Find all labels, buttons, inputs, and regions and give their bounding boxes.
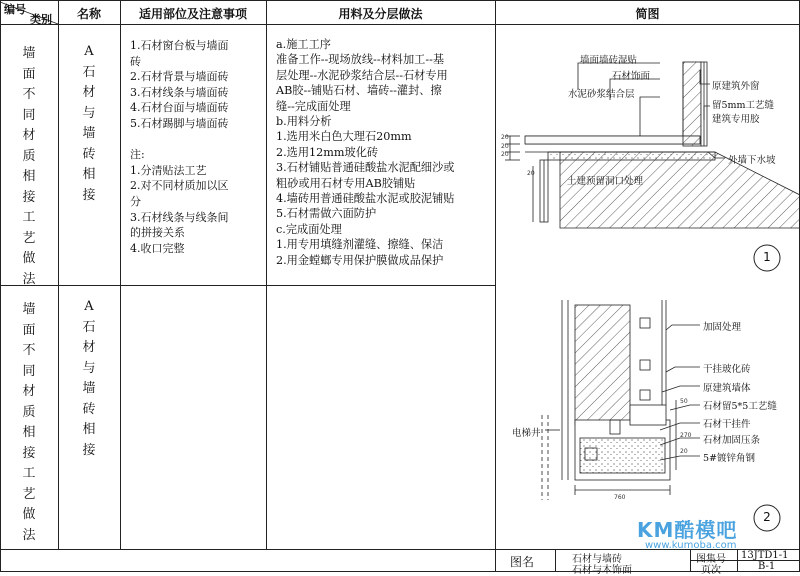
d2-label-strip: 石材加固压条 — [703, 435, 761, 446]
watermark-url: www.kumoba.com — [645, 540, 737, 551]
footer-atlas-value: 13JTD1-1 — [741, 550, 789, 561]
diagram-2-number: 2 — [763, 510, 771, 524]
footer-title-label: 图名 — [510, 555, 535, 569]
d2-label-reinforce: 加固处理 — [703, 322, 742, 333]
d1-label-wall-tile: 墙面墙砖湿贴 — [580, 55, 638, 66]
d1-label-slope: 外墙下水坡 — [728, 155, 776, 166]
row2-category: 墙面不同材质相接工艺做法 — [22, 302, 36, 543]
d2-label-elevator: 电梯井 — [512, 428, 541, 439]
header-category: 类别 — [30, 13, 52, 26]
d1-label-stone-face: 石材饰面 — [612, 71, 651, 82]
diagram-1-number: 1 — [763, 250, 771, 264]
d1-label-base: 土建预留洞口处理 — [567, 176, 644, 187]
d2-dim-width: 760 — [614, 494, 626, 501]
d2-label-gap: 石材留5*5工艺缝 — [703, 401, 777, 412]
d1-label-mortar: 水泥砂浆结合层 — [568, 89, 635, 100]
row1-materials: a.施工工序 准备工作--现场放线--材料加工--基 层处理--水泥砂浆结合层--石材专用 AB胶--铺贴石材、墙砖--灌封、擦 缝--完成面处理 b.用料分析 1.选用米白色大理石20mm 2.选用12mm玻化砖 3.石材铺贴普通硅酸盐水泥配细沙或 粗砂或用石材专用AB胶铺贴 4.墙砖用普通硅酸盐水泥或胶泥铺贴 5.石材需做六面防护 c.完成面处理 1.用专用填缝剂灌缝、擦缝、保洁 2.用金螳螂专用保护膜做成品保护 — [276, 38, 455, 267]
d2-label-wall: 原建筑墙体 — [703, 383, 751, 394]
d2-label-angle: 5#镀锌角钢 — [703, 453, 756, 464]
row1-category: 墙面不同材质相接工艺做法 — [22, 46, 36, 287]
d2-dim-b: 270 — [680, 432, 692, 439]
d1-dim-a: 20 — [501, 134, 509, 141]
d1-label-window: 原建筑外窗 — [712, 81, 760, 92]
d1-dim-d: 20 — [527, 170, 535, 177]
row1-name: A石材与墙砖相接 — [82, 44, 96, 203]
footer-page-value: B-1 — [758, 561, 776, 572]
footer-page-label: 页次 — [701, 565, 721, 576]
d2-label-tile: 干挂玻化砖 — [703, 364, 751, 375]
footer-atlas-label: 图集号 — [696, 554, 726, 565]
header-materials: 用料及分层做法 — [338, 7, 423, 21]
d1-dim-b: 20 — [501, 143, 509, 150]
d1-dim-c: 20 — [501, 151, 509, 158]
header-name: 名称 — [76, 7, 101, 21]
d1-label-gap: 留5mm工艺缝 — [712, 100, 775, 111]
row2-name: A石材与墙砖相接 — [82, 299, 96, 458]
d2-label-hanger: 石材干挂件 — [703, 419, 751, 430]
header-scope: 适用部位及注意事项 — [138, 7, 247, 21]
header-no: 编号 — [4, 3, 26, 16]
row1-scope: 1.石材窗台板与墙面 砖 2.石材背景与墙面砖 3.石材线条与墙面砖 4.石材台面与墙面砖 5.石材踢脚与墙面砖 注: 1.分清贴法工艺 2.对不同材质加以区 分 3.石材线条与线条间 的拼接关系 4.收口完整 — [130, 39, 229, 255]
watermark-brand: KM酷模吧 — [637, 518, 738, 542]
header-diagram: 简图 — [635, 7, 660, 21]
footer-title-line2: 石材与木饰面 — [572, 565, 632, 576]
d1-label-glue: 建筑专用胶 — [712, 114, 760, 125]
d2-dim-c: 20 — [680, 448, 688, 455]
d2-dim-a: 50 — [680, 398, 688, 405]
footer-title-line1: 石材与墙砖 — [572, 554, 622, 565]
